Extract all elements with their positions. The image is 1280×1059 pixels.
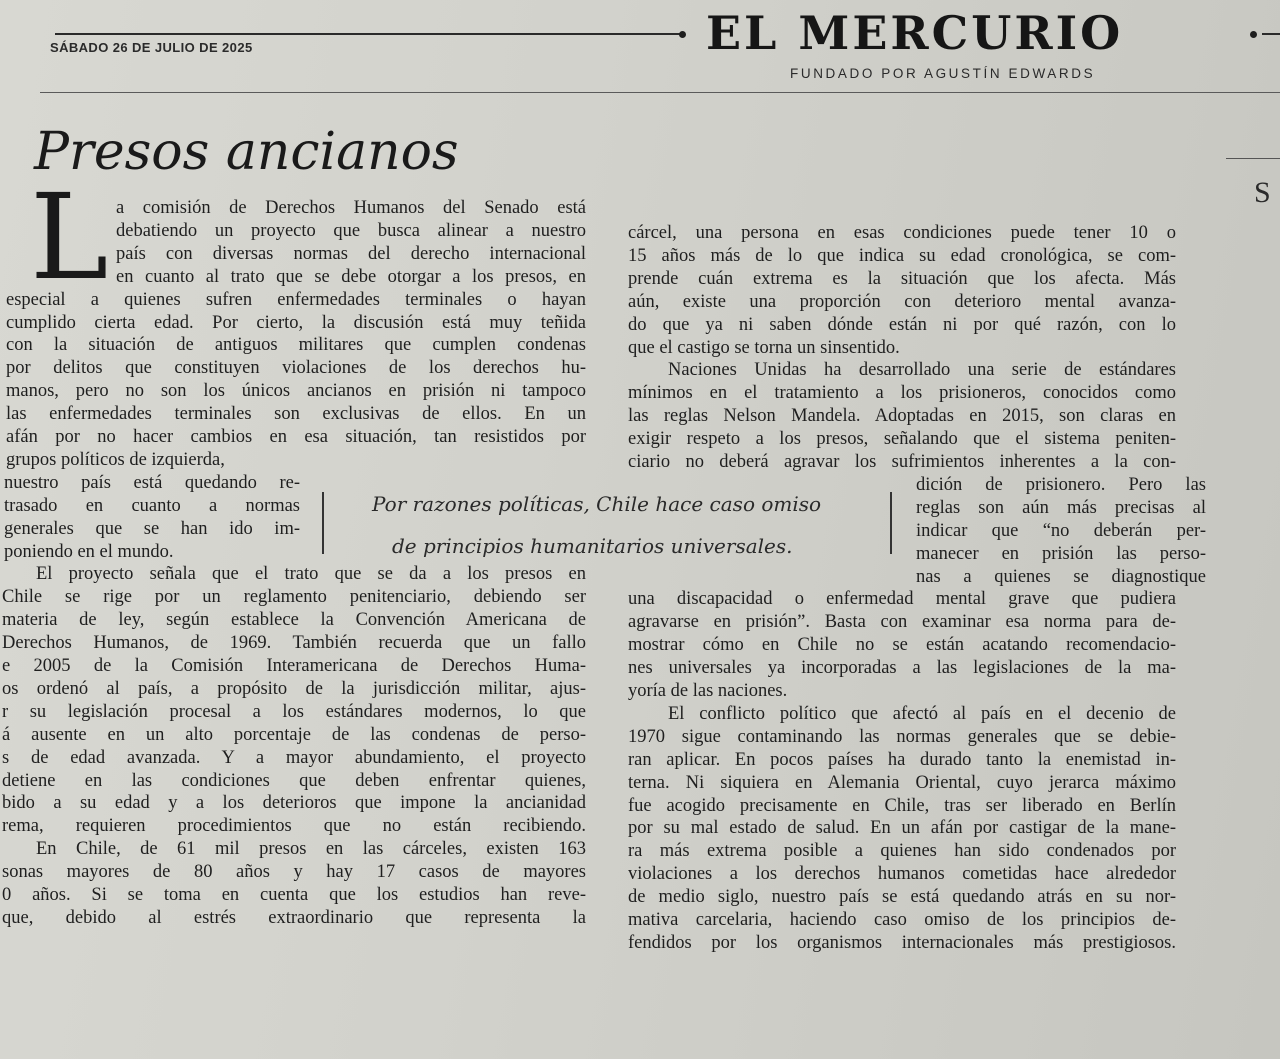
text-line: las reglas Nelson Mandela. Adoptadas en 2015, son claras en [628, 406, 1176, 427]
text-line: prende cuán extrema es la situación que los afecta. Más [628, 268, 1176, 289]
text-line: que el castigo se torna un sinsentido. [628, 337, 900, 358]
text-line: 15 años más de lo que indica su edad cronológica, se com- [628, 245, 1176, 266]
text-line: de medio siglo, nuestro país se está quedando atrás en su nor- [628, 887, 1176, 908]
adjacent-column-letter: S [1254, 176, 1271, 209]
text-line: detiene en las condiciones que deben enfrentar quienes, [2, 770, 586, 791]
text-line: reglas son aún más precisas al [916, 497, 1206, 518]
pull-quote-line: de principios humanitarios universales. [392, 534, 793, 558]
text-line: rema, requieren procedimientos que no están recibiendo. [2, 816, 586, 837]
text-line: ciario no deberá agravar los sufrimientos inherentes a la con- [628, 452, 1176, 472]
text-line: nes universales ya incorporadas a las legislaciones de la ma- [628, 658, 1176, 679]
text-line: especial a quienes sufren enfermedades terminales o hayan [6, 289, 586, 310]
text-line: os ordenó al país, a propósito de la jurisdicción militar, ajus- [2, 678, 586, 699]
text-line: a comisión de Derechos Humanos del Senado está [116, 198, 586, 218]
pull-quote-rule-right [890, 492, 892, 554]
text-line: que, debido al estrés extraordinario que representa la [2, 907, 586, 928]
text-line: terna. Ni siquiera en Alemania Oriental, cuyo jerarca máximo [628, 772, 1176, 793]
text-line: ran aplicar. En pocos países ha durado tanto la enemistad in- [628, 749, 1176, 770]
text-line: manos, pero no son los únicos ancianos en prisión ni tampoco [6, 381, 586, 402]
text-line: Chile se rige por un reglamento penitenciario, debiendo ser [2, 587, 586, 608]
text-line: s de edad avanzada. Y a mayor abundamiento, el proyecto [2, 747, 586, 768]
masthead-bottom-rule [40, 92, 1280, 93]
text-line: aún, existe una proporción con deterioro mental avanza- [628, 291, 1176, 312]
text-line: á ausente en un alto porcentaje de las condenas de perso- [2, 724, 586, 745]
text-line: mostrar cómo en Chile no se están acatando recomendacio- [628, 635, 1176, 656]
text-line: debatiendo un proyecto que busca alinear a nuestro [116, 220, 586, 241]
text-line: por delitos que constituyen violaciones de los derechos hu- [6, 358, 586, 379]
text-line: cárcel, una persona en esas condiciones puede tener 10 o [628, 223, 1176, 243]
adjacent-column-rule [1226, 158, 1280, 159]
pull-quote-line: Por razones políticas, Chile hace caso omiso [372, 492, 822, 516]
editorial-headline: Presos ancianos [34, 122, 459, 182]
text-line: violaciones a los derechos humanos cometidas hace alrededor [628, 864, 1176, 885]
text-line: El conflicto político que afectó al país en el decenio de [668, 703, 1176, 724]
text-line: en cuanto al trato que se debe otorgar a los presos, en [116, 266, 586, 287]
text-line: materia de ley, según establece la Convención Americana de [2, 610, 586, 631]
text-line: exigir respeto a los presos, señalando que el sistema peniten- [628, 429, 1176, 450]
text-line: dición de prisionero. Pero las [916, 474, 1206, 495]
text-line: grupos políticos de izquierda, [6, 449, 225, 470]
text-line: mativa carcelaria, haciendo caso omiso de los principios de- [628, 910, 1176, 930]
text-line: las enfermedades terminales son exclusivas de ellos. En un [6, 404, 586, 425]
text-line: trasado en cuanto a normas [4, 495, 300, 516]
text-line: sonas mayores de 80 años y hay 17 casos de mayores [2, 862, 586, 883]
masthead-top-rule [55, 33, 683, 35]
text-line: Naciones Unidas ha desarrollado una serie de estándares [668, 360, 1176, 381]
text-line: una discapacidad o enfermedad mental grave que pudiera [628, 589, 1176, 610]
edition-date: SÁBADO 26 DE JULIO DE 2025 [50, 40, 253, 55]
text-line: do que ya ni saben dónde están ni por qué razón, con lo [628, 314, 1176, 335]
text-line: con la situación de antiguos militares que cumplen condenas [6, 335, 586, 356]
text-line: r su legislación procesal a los estándares modernos, lo que [2, 701, 586, 722]
text-line: manecer en prisión las perso- [916, 543, 1206, 564]
text-line: e 2005 de la Comisión Interamericana de Derechos Huma- [2, 656, 586, 676]
text-line: fendidos por los organismos internacionales más prestigiosos. [628, 932, 1176, 953]
masthead-top-rule-right [1262, 33, 1280, 35]
pull-quote-rule-left [322, 492, 324, 554]
text-line: 0 años. Si se toma en cuenta que los estudios han reve- [2, 885, 586, 905]
masthead-dot-right [1250, 31, 1257, 38]
text-line: fue acogido precisamente en Chile, tras ser liberado en Berlín [628, 795, 1176, 816]
text-line: cumplido cierta edad. Por cierto, la discusión está muy teñida [6, 312, 586, 333]
text-line: yoría de las naciones. [628, 681, 788, 701]
text-line: afán por no hacer cambios en esa situación, tan resistidos por [6, 427, 586, 447]
text-line: El proyecto señala que el trato que se da a los presos en [36, 564, 586, 585]
text-line: ra más extrema posible a quienes han sido condenados por [628, 841, 1176, 862]
text-line: mínimos en el tratamiento a los prisioneros, conocidos como [628, 383, 1176, 404]
text-line: agravarse en prisión”. Basta con examinar esa norma para de- [628, 612, 1176, 633]
text-line: país con diversas normas del derecho internacional [116, 243, 586, 264]
text-line: nas a quienes se diagnostique [916, 566, 1206, 587]
text-line: por su mal estado de salud. En un afán por castigar de la mane- [628, 818, 1176, 839]
masthead-dot-left [679, 31, 686, 38]
text-line: poniendo en el mundo. [4, 541, 174, 562]
text-line: Derechos Humanos, de 1969. También recuerda que un fallo [2, 633, 586, 654]
newspaper-logo: EL MERCURIO [706, 6, 1124, 60]
text-line: generales que se han ido im- [4, 518, 300, 539]
text-line: bido a su edad y a los deterioros que impone la ancianidad [2, 793, 586, 814]
founder-line: FUNDADO POR AGUSTÍN EDWARDS [790, 66, 1096, 81]
text-line: En Chile, de 61 mil presos en las cárceles, existen 163 [36, 839, 586, 860]
text-line: indicar que “no deberán per- [916, 520, 1206, 541]
drop-cap: L [30, 168, 109, 306]
text-line: nuestro país está quedando re- [4, 472, 300, 493]
text-line: 1970 sigue contaminando las normas generales que se debie- [628, 726, 1176, 747]
